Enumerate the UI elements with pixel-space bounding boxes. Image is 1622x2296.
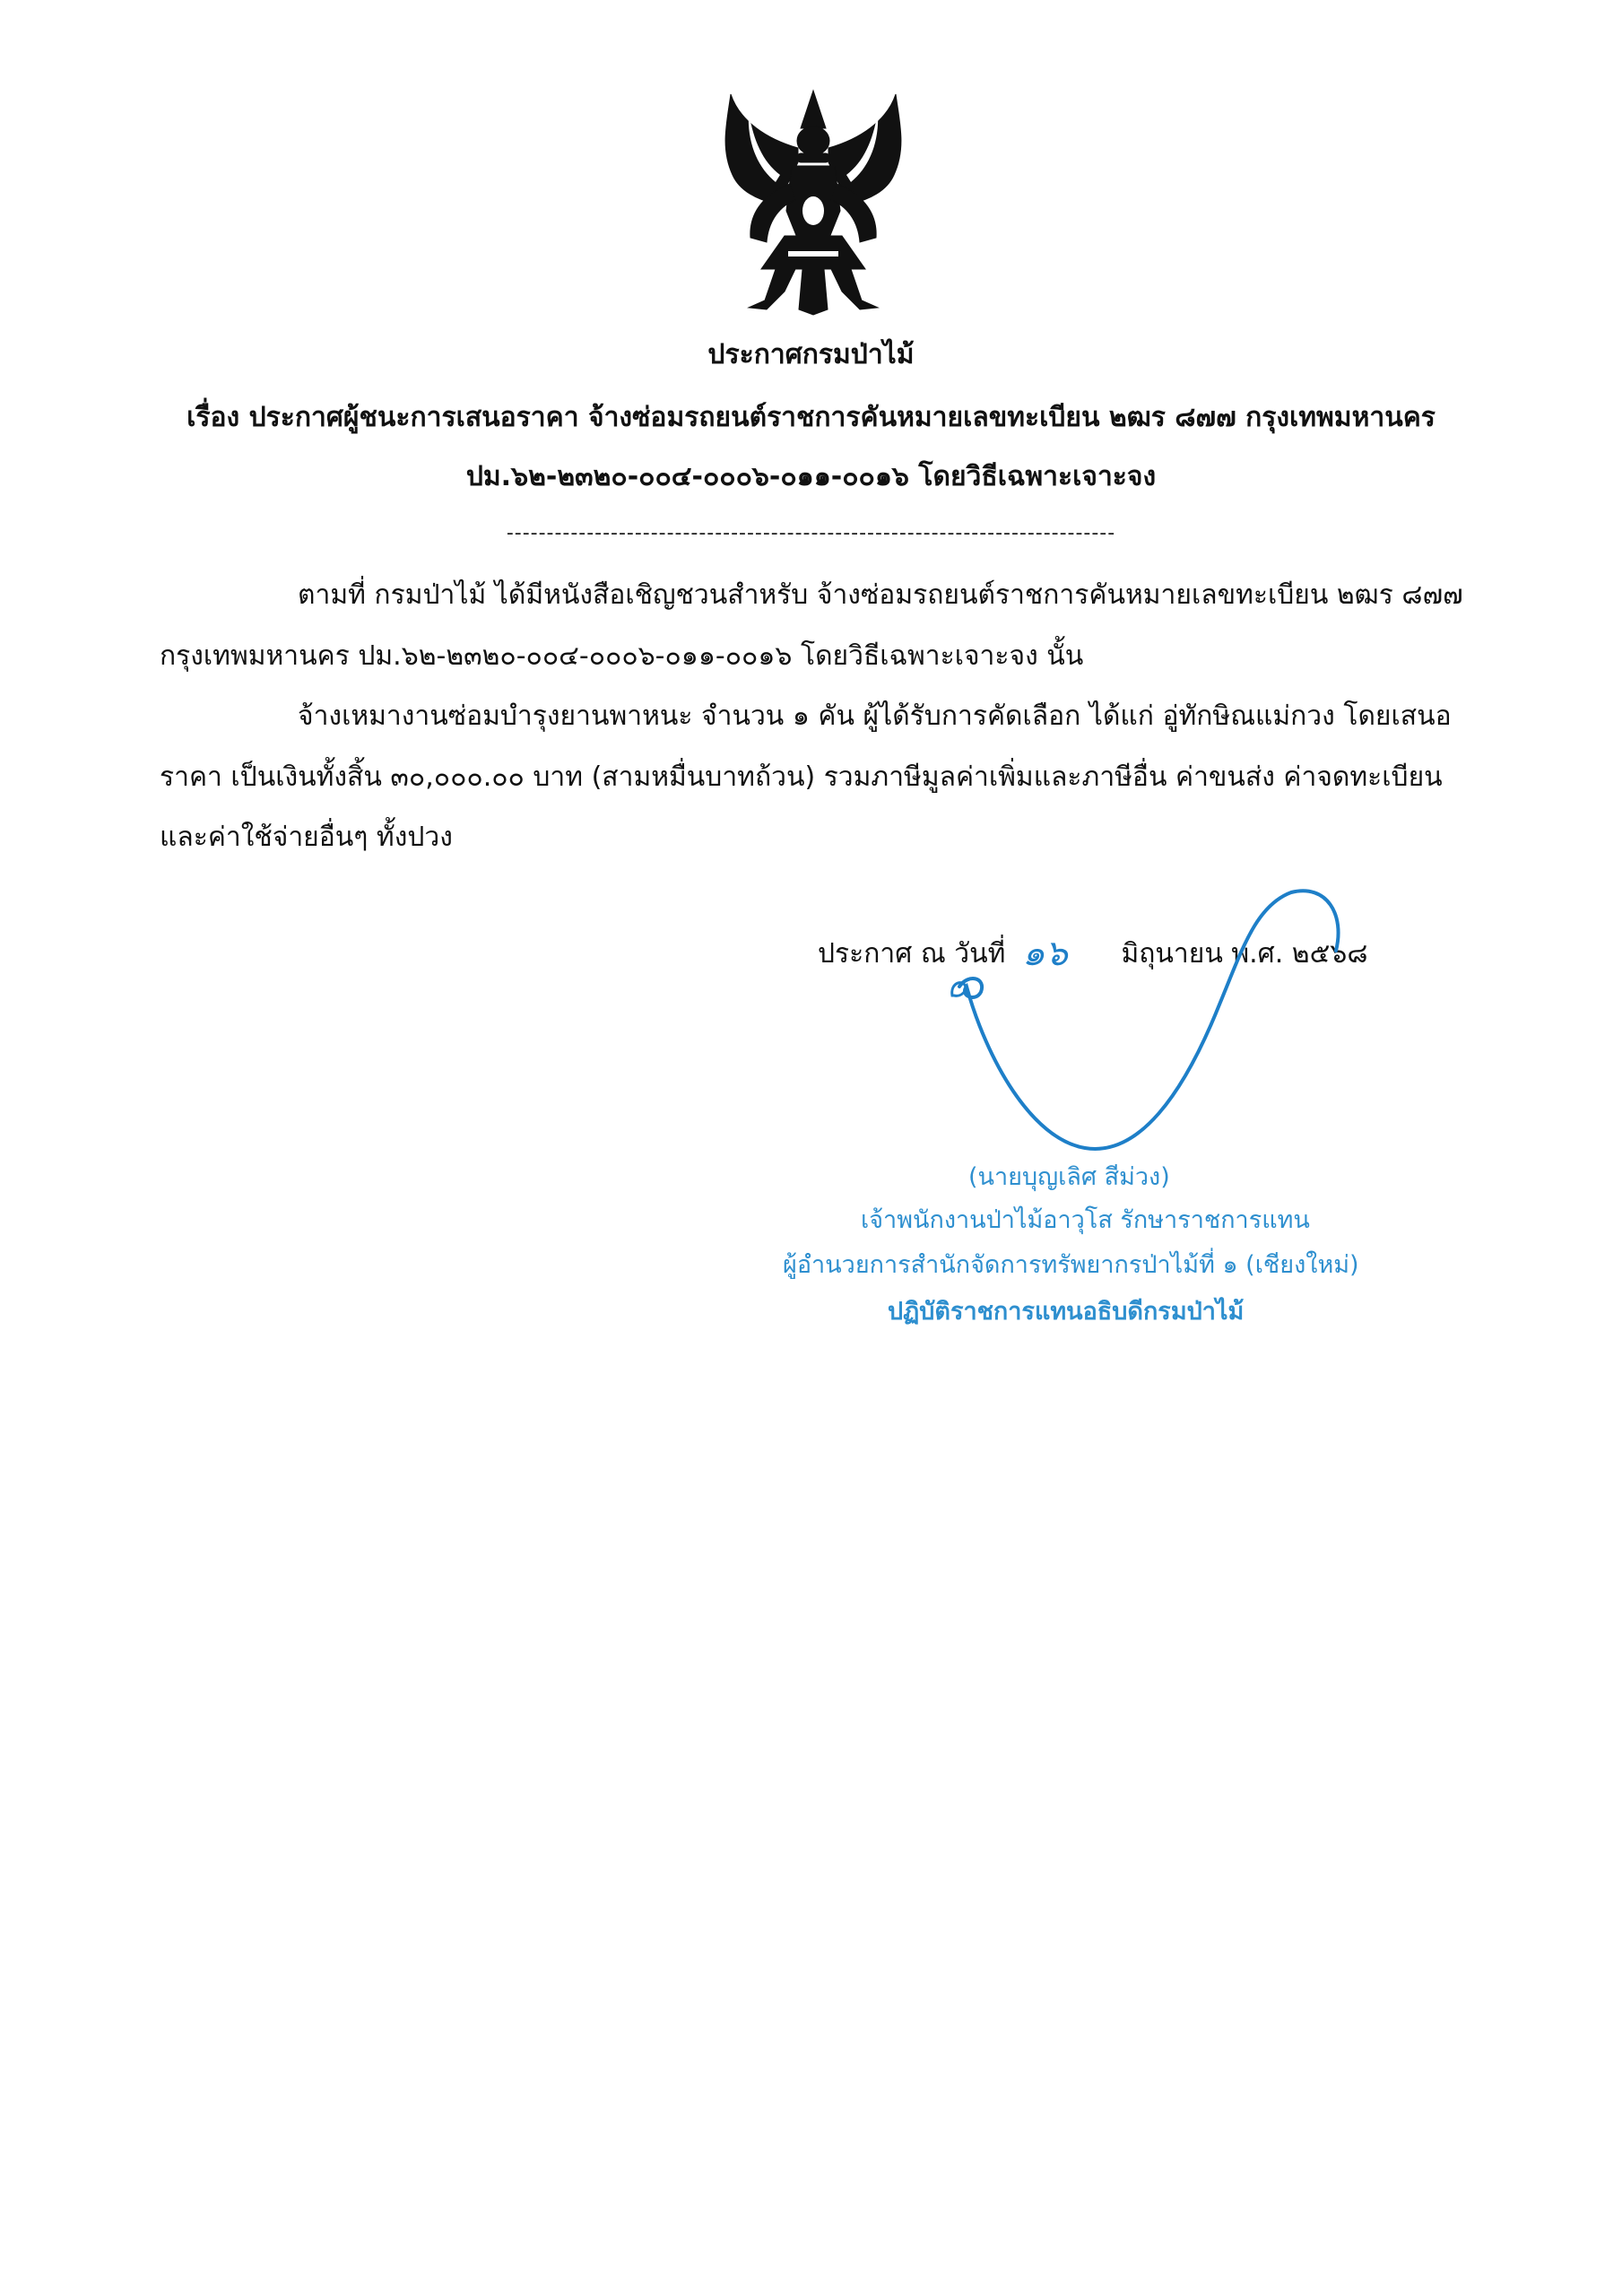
paragraph-1-line-2: กรุงเทพมหานคร ปม.๖๒-๒๓๒๐-๐๐๔-๐๐๐๖-๐๑๑-๐๐๑๖ โดยวิธีเฉพาะเจาะจง นั้น [160,640,1084,672]
subject-line-1: เรื่อง ประกาศผู้ชนะการเสนอราคา จ้างซ่อมรถยนต์ราชการคันหมายเลขทะเบียน ๒ฒร ๘๗๗ กรุงเทพมหานคร [186,402,1436,433]
date-month-year: มิถุนายน พ.ศ. ๒๕๖๘ [1121,938,1368,970]
signatory-position-3: ปฏิบัติราชการแทนอธิบดีกรมป่าไม้ [888,1298,1245,1326]
signatory-position-2: ผู้อำนวยการสำนักจัดการทรัพยากรป่าไม้ที่ ๑ (เชียงใหม่) [783,1251,1359,1279]
garuda-emblem-icon [713,85,915,318]
handwritten-day: ๑๖ [1022,933,1068,974]
paragraph-2-line-3: และค่าใช้จ่ายอื่นๆ ทั้งปวง [160,822,453,853]
signatory-name: (นายบุญเลิศ สีม่วง) [968,1163,1170,1191]
divider-line: ---------------------------------------------------------------------------- [506,522,1116,544]
subject-line-2: ปม.๖๒-๒๓๒๐-๐๐๔-๐๐๐๖-๐๑๑-๐๐๑๖ โดยวิธีเฉพาะเจาะจง [465,461,1157,492]
paragraph-1-line-1: ตามที่ กรมป่าไม้ ได้มีหนังสือเชิญชวนสำหรับ จ้างซ่อมรถยนต์ราชการคันหมายเลขทะเบียน ๒ฒร ๘๗๗ [298,579,1463,611]
handwritten-signature [897,879,1363,1175]
date-prefix: ประกาศ ณ วันที่ [818,938,1006,970]
paragraph-2-line-2: ราคา เป็นเงินทั้งสิ้น ๓๐,๐๐๐.๐๐ บาท (สามหมื่นบาทถ้วน) รวมภาษีมูลค่าเพิ่มและภาษีอื่น ค่าขนส่ง ค่าจดทะเบียน [160,761,1443,793]
signatory-position-1: เจ้าพนักงานป่าไม้อาวุโส รักษาราชการแทน [861,1206,1310,1234]
paragraph-2-line-1: จ้างเหมางานซ่อมบำรุงยานพาหนะ จำนวน ๑ คัน ผู้ได้รับการคัดเลือก ได้แก่ อู่ทักษิณแม่กวง โดยเสนอ [298,700,1452,732]
document-title: ประกาศกรมป่าไม้ [707,339,915,370]
